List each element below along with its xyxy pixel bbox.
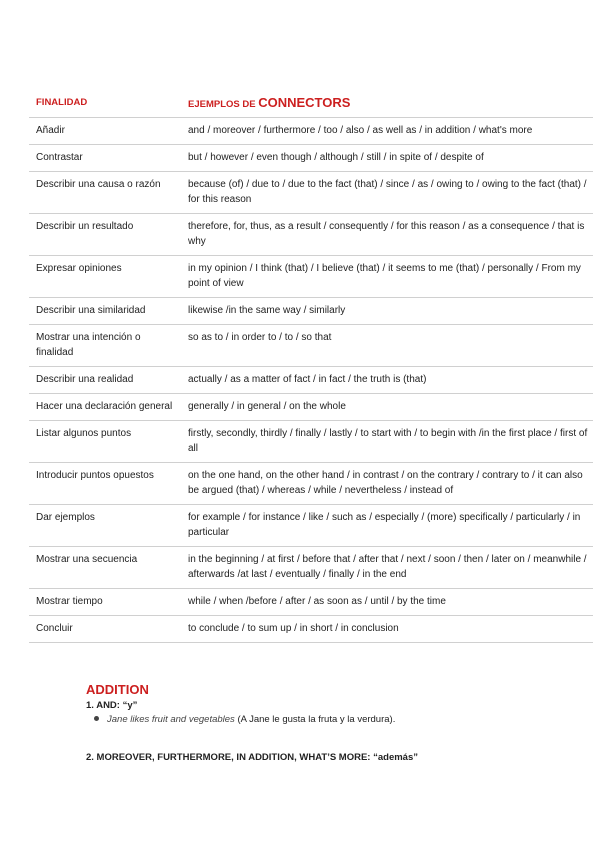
table-row bbox=[29, 118, 593, 145]
table-row bbox=[29, 463, 593, 505]
table-row bbox=[29, 589, 593, 616]
examples-cell: but / however / even though / although / still / in spite of / despite of bbox=[181, 145, 593, 172]
table-row bbox=[29, 298, 593, 325]
table-row bbox=[29, 367, 593, 394]
purpose-cell: Expresar opiniones bbox=[29, 256, 181, 298]
examples-cell: for example / for instance / like / such as / especially / (more) specifically / particularly / in particular bbox=[181, 505, 593, 547]
table-row bbox=[29, 172, 593, 214]
table-row bbox=[29, 256, 593, 298]
examples-cell: because (of) / due to / due to the fact (that) / since / as / owing to / owing to the fact (that) / for this reason bbox=[181, 172, 593, 214]
purpose-cell: Hacer una declaración general bbox=[29, 394, 181, 421]
examples-cell: on the one hand, on the other hand / in contrast / on the contrary / contrary to / it can also be argued (that) / whereas / while / nevertheless / instead of bbox=[181, 463, 593, 505]
table-row bbox=[29, 394, 593, 421]
table-header-row bbox=[29, 91, 593, 118]
table-row bbox=[29, 214, 593, 256]
table-row bbox=[29, 505, 593, 547]
purpose-cell: Describir una similaridad bbox=[29, 298, 181, 325]
purpose-cell: Introducir puntos opuestos bbox=[29, 463, 181, 505]
connectors-table bbox=[29, 91, 593, 643]
purpose-cell: Concluir bbox=[29, 616, 181, 643]
table-row bbox=[29, 145, 593, 172]
table-row bbox=[29, 325, 593, 367]
purpose-cell: Mostrar tiempo bbox=[29, 589, 181, 616]
examples-cell: likewise /in the same way / similarly bbox=[181, 298, 593, 325]
purpose-cell: Describir una causa o razón bbox=[29, 172, 181, 214]
examples-cell: and / moreover / furthermore / too / also / as well as / in addition / what's more bbox=[181, 118, 593, 145]
purpose-cell: Describir un resultado bbox=[29, 214, 181, 256]
examples-cell: while / when /before / after / as soon as / until / by the time bbox=[181, 589, 593, 616]
examples-cell: generally / in general / on the whole bbox=[181, 394, 593, 421]
purpose-cell: Dar ejemplos bbox=[29, 505, 181, 547]
header-ejemplos bbox=[181, 91, 593, 118]
purpose-cell: Contrastar bbox=[29, 145, 181, 172]
purpose-cell: Listar algunos puntos bbox=[29, 421, 181, 463]
header-ejemplos-prefix: EJEMPLOS DE bbox=[188, 99, 256, 110]
table-row bbox=[29, 421, 593, 463]
purpose-cell: Mostrar una intención o finalidad bbox=[29, 325, 181, 367]
bullet-icon bbox=[94, 716, 99, 721]
examples-cell: actually / as a matter of fact / in fact / the truth is (that) bbox=[181, 367, 593, 394]
examples-cell: in my opinion / I think (that) / I believe (that) / it seems to me (that) / personally / From my point of view bbox=[181, 256, 593, 298]
header-finalidad: FINALIDAD bbox=[36, 97, 88, 108]
purpose-cell: Describir una realidad bbox=[29, 367, 181, 394]
example-sentence: Jane likes fruit and vegetables bbox=[107, 714, 235, 725]
addition-heading: ADDITION bbox=[86, 682, 149, 697]
example-list-item bbox=[94, 714, 395, 725]
examples-cell: so as to / in order to / to / so that bbox=[181, 325, 593, 367]
table-row bbox=[29, 547, 593, 589]
examples-cell: firstly, secondly, thirdly / finally / lastly / to start with / to begin with /in the first place / first of all bbox=[181, 421, 593, 463]
header-connectors: CONNECTORS bbox=[258, 95, 351, 110]
section-1-title: 1. AND: “y” bbox=[86, 700, 138, 711]
purpose-cell: Añadir bbox=[29, 118, 181, 145]
examples-cell: in the beginning / at first / before that / after that / next / soon / then / later on / meanwhile / afterwards /at last / eventually / finally / in the end bbox=[181, 547, 593, 589]
table-row bbox=[29, 616, 593, 643]
examples-cell: to conclude / to sum up / in short / in conclusion bbox=[181, 616, 593, 643]
section-2-title: 2. MOREOVER, FURTHERMORE, IN ADDITION, WHAT’S MORE: “además” bbox=[86, 752, 418, 763]
purpose-cell: Mostrar una secuencia bbox=[29, 547, 181, 589]
example-translation: (A Jane le gusta la fruta y la verdura). bbox=[234, 714, 396, 725]
examples-cell: therefore, for, thus, as a result / consequently / for this reason / as a consequence / that is why bbox=[181, 214, 593, 256]
